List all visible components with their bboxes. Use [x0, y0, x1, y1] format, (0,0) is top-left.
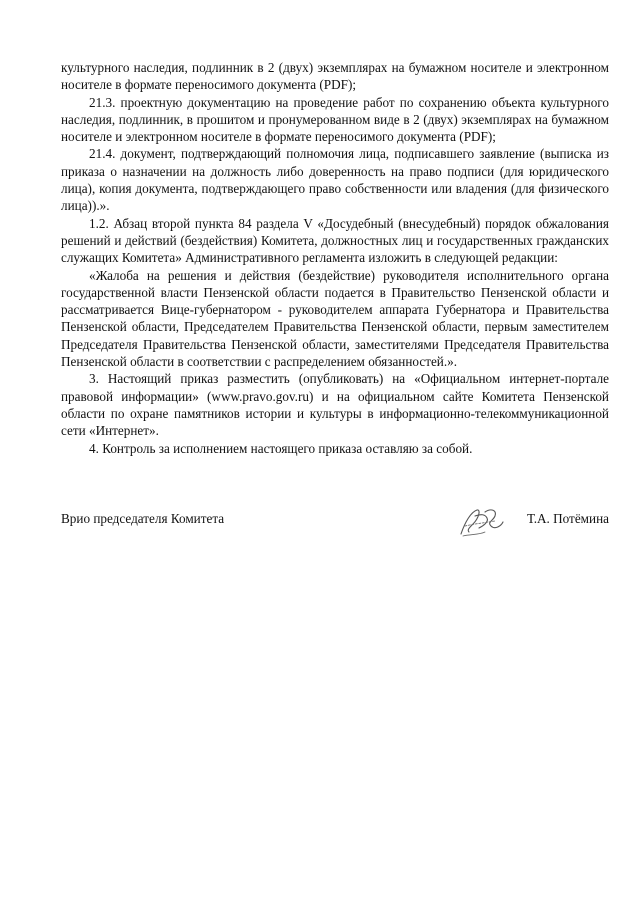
paragraph-4-control: 4. Контроль за исполнением настоящего приказа оставляю за собой. — [89, 440, 473, 456]
signatory-name: Т.А. Потёмина — [526, 511, 609, 526]
paragraph-1-2: 1.2. Абзац второй пункта 84 раздела V «Досудебный (внесудебный) порядок обжалования решений и действий (бездействия) Комитета, должностных лиц и государственных гражданских служащих Комитета» Административного регламента изложить в следующей редакции: — [61, 215, 609, 266]
paragraph-continuation-21-2: культурного наследия, подлинник в 2 (двух) экземплярах на бумажном носителе и электронном носителе в формате переносимого документа (PDF); — [61, 60, 609, 93]
signatory-position: Врио председателя Комитета — [61, 511, 225, 526]
signature-block — [61, 510, 609, 540]
paragraph-3-publication: 3. Настоящий приказ разместить (опубликовать) на «Официальном интернет-портале правовой информации» (www.pravo.gov.ru) и на официальном сайте Комитета Пензенской области по охране памятников истории и культуры в информационно-телекоммуникационной сети «Интернет». — [61, 371, 609, 439]
paragraph-21-3: 21.3. проектную документацию на проведение работ по сохранению объекта культурного наследия, подлинник, в прошитом и пронумерованном виде в 2 (двух) экземплярах на бумажном носителе и электронном носителе в формате переносимого документа (PDF); — [61, 94, 609, 145]
paragraph-21-4: 21.4. документ, подтверждающий полномочия лица, подписавшего заявление (выписка из приказа о назначении на должность либо доверенность на право подписи (для юридического лица), копия документа, подтверждающего право собственности или владения (для физического лица)).». — [61, 146, 609, 214]
document-body — [61, 59, 609, 457]
handwritten-signature-icon — [455, 504, 515, 540]
paragraph-complaint-quote: «Жалоба на решения и действия (бездействие) руководителя исполнительного органа государственной власти Пензенской области подается в Правительство Пензенской области и рассматривается Вице-губернатором - руководителем аппарата Губернатора и Правительства Пензенской области, Председателем Правительства Пензенской области, первым заместителем Председателя Правительства Пензенской области, заместителями Председателя Правительства Пензенской области в соответствии с распределением обязанностей.». — [61, 267, 609, 370]
